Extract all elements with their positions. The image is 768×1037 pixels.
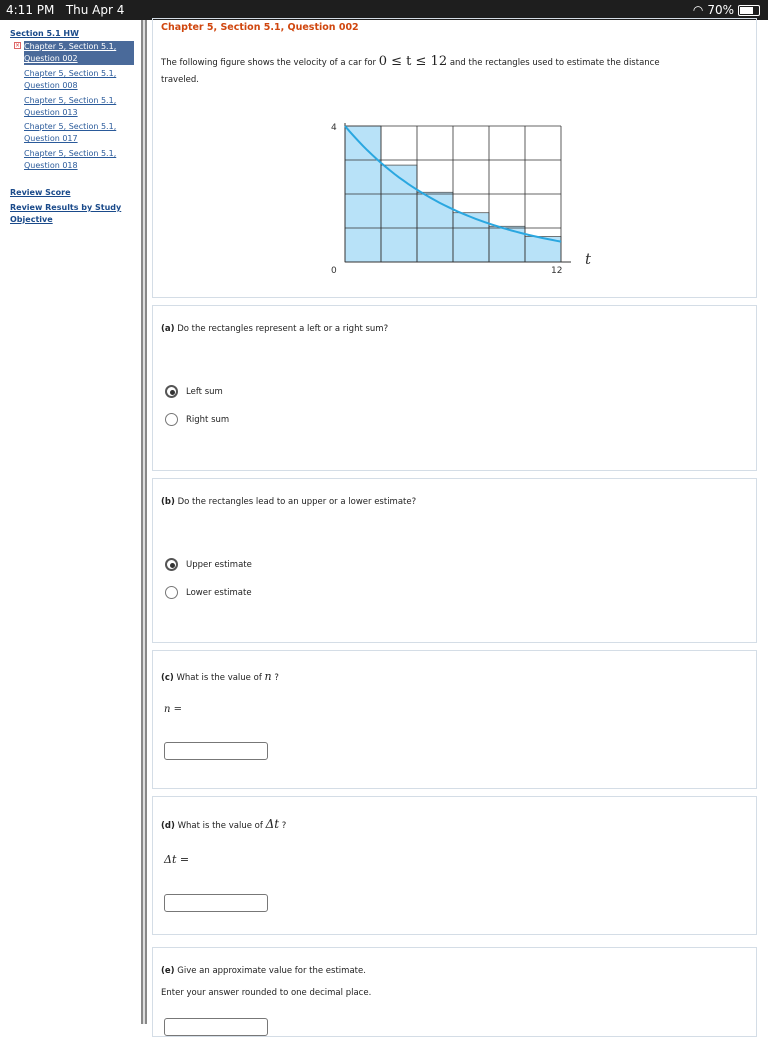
upper-estimate-label[interactable]: Upper estimate xyxy=(186,560,252,570)
incorrect-mark-icon: × xyxy=(15,42,21,49)
left-sum-radio[interactable] xyxy=(165,385,178,398)
upper-estimate-radio[interactable] xyxy=(165,558,178,571)
estimate-rectangle xyxy=(381,165,417,262)
sidebar-item-q002[interactable]: Chapter 5, Section 5.1, Question 002 xyxy=(24,41,134,65)
battery-percent: 70% xyxy=(707,3,734,17)
sidebar-heading[interactable]: Section 5.1 HW xyxy=(10,29,79,38)
status-time: 4:11 PM Thu Apr 4 xyxy=(6,3,125,17)
sidebar-item-q013[interactable]: Chapter 5, Section 5.1, Question 013 xyxy=(24,96,117,117)
part-c-question: (c) What is the value of n ? xyxy=(161,670,279,683)
left-sum-label[interactable]: Left sum xyxy=(186,387,223,397)
sidebar-divider[interactable] xyxy=(141,20,147,1024)
sidebar-item-q008[interactable]: Chapter 5, Section 5.1, Question 008 xyxy=(24,69,117,90)
y-tick-label: 4 xyxy=(331,123,337,133)
sidebar-item-q018[interactable]: Chapter 5, Section 5.1, Question 018 xyxy=(24,149,117,170)
right-sum-label[interactable]: Right sum xyxy=(186,415,230,425)
battery-icon xyxy=(738,5,760,16)
question-intro: The following figure shows the velocity of a car for 0 ≤ t ≤ 12 and the rectangles used to estimate the distance xyxy=(161,54,660,69)
question-title: Chapter 5, Section 5.1, Question 002 xyxy=(161,22,359,33)
review-score-link[interactable]: Review Score xyxy=(10,188,71,197)
part-b-question: (b) Do the rectangles lead to an upper or a lower estimate? xyxy=(161,497,417,507)
n-equals-label: n = xyxy=(164,704,182,715)
review-results-link[interactable]: Review Results by Study Objective xyxy=(10,203,122,224)
delta-t-equals-label: Δt = xyxy=(164,853,190,866)
x-axis-label: t xyxy=(585,250,592,268)
x-tick-label: 12 xyxy=(551,266,563,276)
estimate-rectangle xyxy=(453,213,489,262)
n-input[interactable] xyxy=(164,742,268,760)
delta-t-input[interactable] xyxy=(164,894,268,912)
lower-estimate-label[interactable]: Lower estimate xyxy=(186,588,252,598)
lower-estimate-radio[interactable] xyxy=(165,586,178,599)
velocity-chart xyxy=(310,100,600,285)
part-e-instruction: Enter your answer rounded to one decimal place. xyxy=(161,988,372,998)
wifi-icon: ◠ xyxy=(692,3,704,17)
part-a-question: (a) Do the rectangles represent a left or a right sum? xyxy=(161,324,389,334)
question-intro-2: traveled. xyxy=(161,75,199,85)
right-sum-radio[interactable] xyxy=(165,413,178,426)
estimate-rectangle xyxy=(417,192,453,262)
x-tick-label: 0 xyxy=(331,266,337,276)
part-d-question: (d) What is the value of Δt ? xyxy=(161,817,287,831)
sidebar-item-q017[interactable]: Chapter 5, Section 5.1, Question 017 xyxy=(24,122,117,143)
estimate-input[interactable] xyxy=(164,1018,268,1036)
status-bar xyxy=(0,0,768,20)
sidebar xyxy=(0,20,142,1024)
part-e-question: (e) Give an approximate value for the estimate. xyxy=(161,966,366,976)
